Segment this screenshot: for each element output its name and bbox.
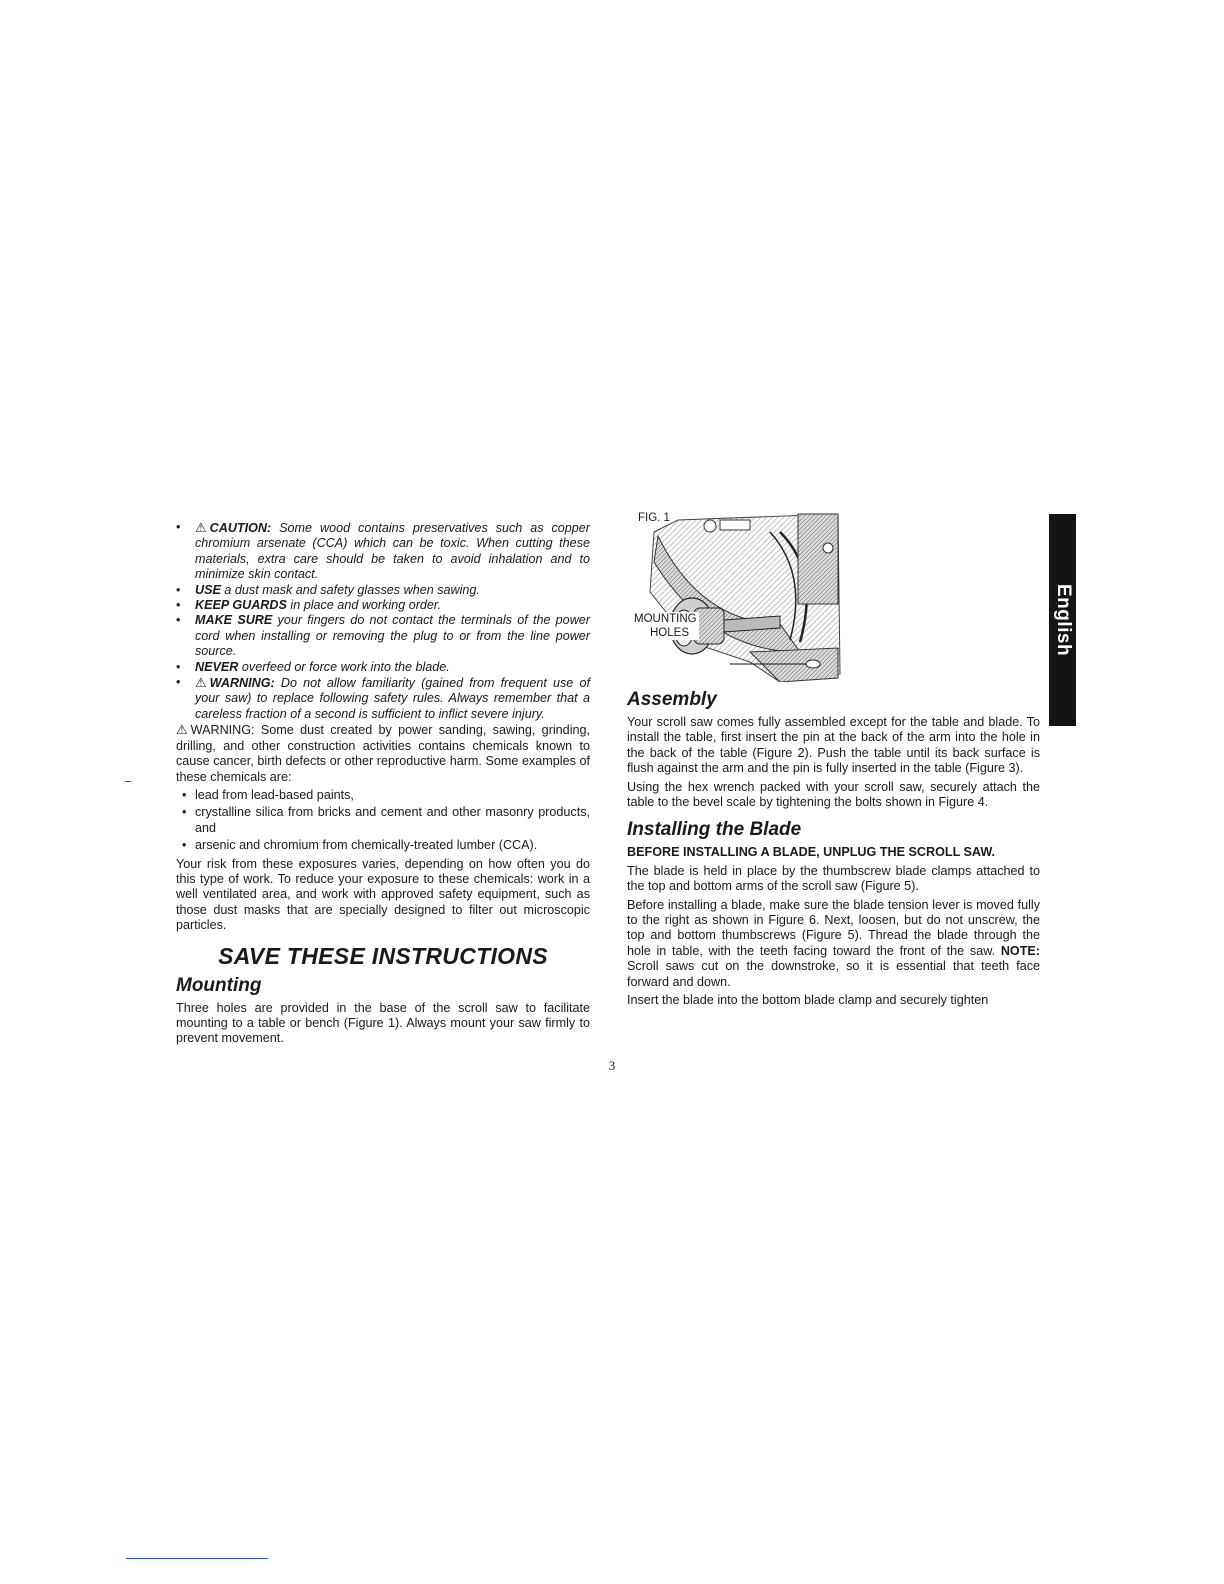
- risk-paragraph: Your risk from these exposures varies, depending on how often you do this type of work. To reduce your exposure to these chemicals: work in a well ventilated area, and work with approved safety equipment, such as those dust masks that are specially designed to filter out microscopic particles.: [176, 856, 590, 933]
- warning-paragraph: ⚠ WARNING: Some dust created by power sanding, sawing, grinding, drilling, and other construction activities contains chemicals known to cause cancer, birth defects or other reproductive harm. Some examples of these chemicals are:: [176, 722, 590, 784]
- list-item: • crystalline silica from bricks and cement and other masonry products, and: [176, 805, 590, 836]
- scroll-saw-illustration: [630, 512, 842, 682]
- bullet-caution: • ⚠ CAUTION: Some wood contains preservatives such as copper chromium arsenate (CCA) which can be toxic. When cutting these materials, extra care should be taken to avoid inhalation and to minimize skin contact.: [176, 520, 590, 583]
- bullet-warning: • ⚠ WARNING: Do not allow familiarity (gained from frequent use of your saw) to replace following safety rules. Always remember that a careless fraction of a second is sufficient to inflict severe injury.: [176, 675, 590, 722]
- callout-line-1: MOUNTING: [634, 613, 697, 625]
- warning-triangle-icon: ⚠: [195, 675, 207, 691]
- assembly-heading: Assembly: [627, 689, 717, 710]
- bullet-keep-guards: • KEEP GUARDS in place and working order.: [176, 598, 590, 613]
- save-instructions-heading: SAVE THESE INSTRUCTIONS: [218, 942, 548, 969]
- blade-paragraph-2: Before installing a blade, make sure the blade tension lever is moved fully to the right as shown in Figure 6. Next, loosen, but do not unscrew, the top and bottom thumbscrews (Figure 5). Thread the blade through the hole in table, with the teeth facing toward the front of the saw. NOTE: Scroll saws cut on the downstroke, so it is essential that teeth face forward and down.: [627, 897, 1040, 989]
- warning-triangle-icon: ⚠: [176, 722, 188, 738]
- bullet-use: • USE a dust mask and safety glasses when sawing.: [176, 583, 590, 598]
- blade-paragraph-3: Insert the blade into the bottom blade clamp and securely tighten: [627, 993, 989, 1008]
- list-item: • arsenic and chromium from chemically-treated lumber (CCA).: [176, 838, 590, 853]
- safety-bullet-list: [176, 520, 590, 722]
- margin-mark: [125, 781, 131, 782]
- bullet-never: • NEVER overfeed or force work into the blade.: [176, 660, 590, 675]
- figure-label: FIG. 1: [638, 512, 670, 524]
- blade-paragraph-1: The blade is held in place by the thumbscrew blade clamps attached to the top and bottom arms of the scroll saw (Figure 5).: [627, 863, 1040, 894]
- warning-triangle-icon: ⚠: [195, 520, 207, 535]
- language-tab: [1049, 514, 1076, 726]
- unplug-warning: BEFORE INSTALLING A BLADE, UNPLUG THE SCROLL SAW.: [627, 845, 996, 860]
- page-number: 3: [608, 1058, 616, 1073]
- chemicals-list: [176, 788, 590, 854]
- language-tab-label: English: [1052, 583, 1074, 657]
- installing-blade-heading: Installing the Blade: [627, 819, 802, 841]
- figure-1: [630, 512, 842, 682]
- bullet-make-sure: • MAKE SURE your fingers do not contact the terminals of the power cord when installing or removing the plug to or from the line power source.: [176, 613, 590, 659]
- footer-rule: [126, 1558, 268, 1559]
- left-column: [176, 520, 590, 1050]
- mounting-paragraph: Three holes are provided in the base of the scroll saw to facilitate mounting to a table or bench (Figure 1). Always mount your saw firmly to prevent movement.: [176, 1000, 590, 1046]
- mounting-heading: Mounting: [176, 974, 262, 996]
- list-item: • lead from lead-based paints,: [176, 788, 590, 803]
- mounting-holes-callout: [634, 612, 699, 640]
- callout-line-2: HOLES: [650, 627, 689, 639]
- assembly-paragraph-2: Using the hex wrench packed with your scroll saw, securely attach the table to the bevel scale by tightening the bolts shown in Figure 4.: [627, 779, 1040, 810]
- right-column: [627, 686, 1040, 1012]
- assembly-paragraph-1: Your scroll saw comes fully assembled except for the table and blade. To install the table, first insert the pin at the back of the arm into the hole in the back of the table (Figure 2). Push the table until its back surface is flush against the arm and the pin is fully inserted in the table (Figure 3).: [627, 715, 1040, 776]
